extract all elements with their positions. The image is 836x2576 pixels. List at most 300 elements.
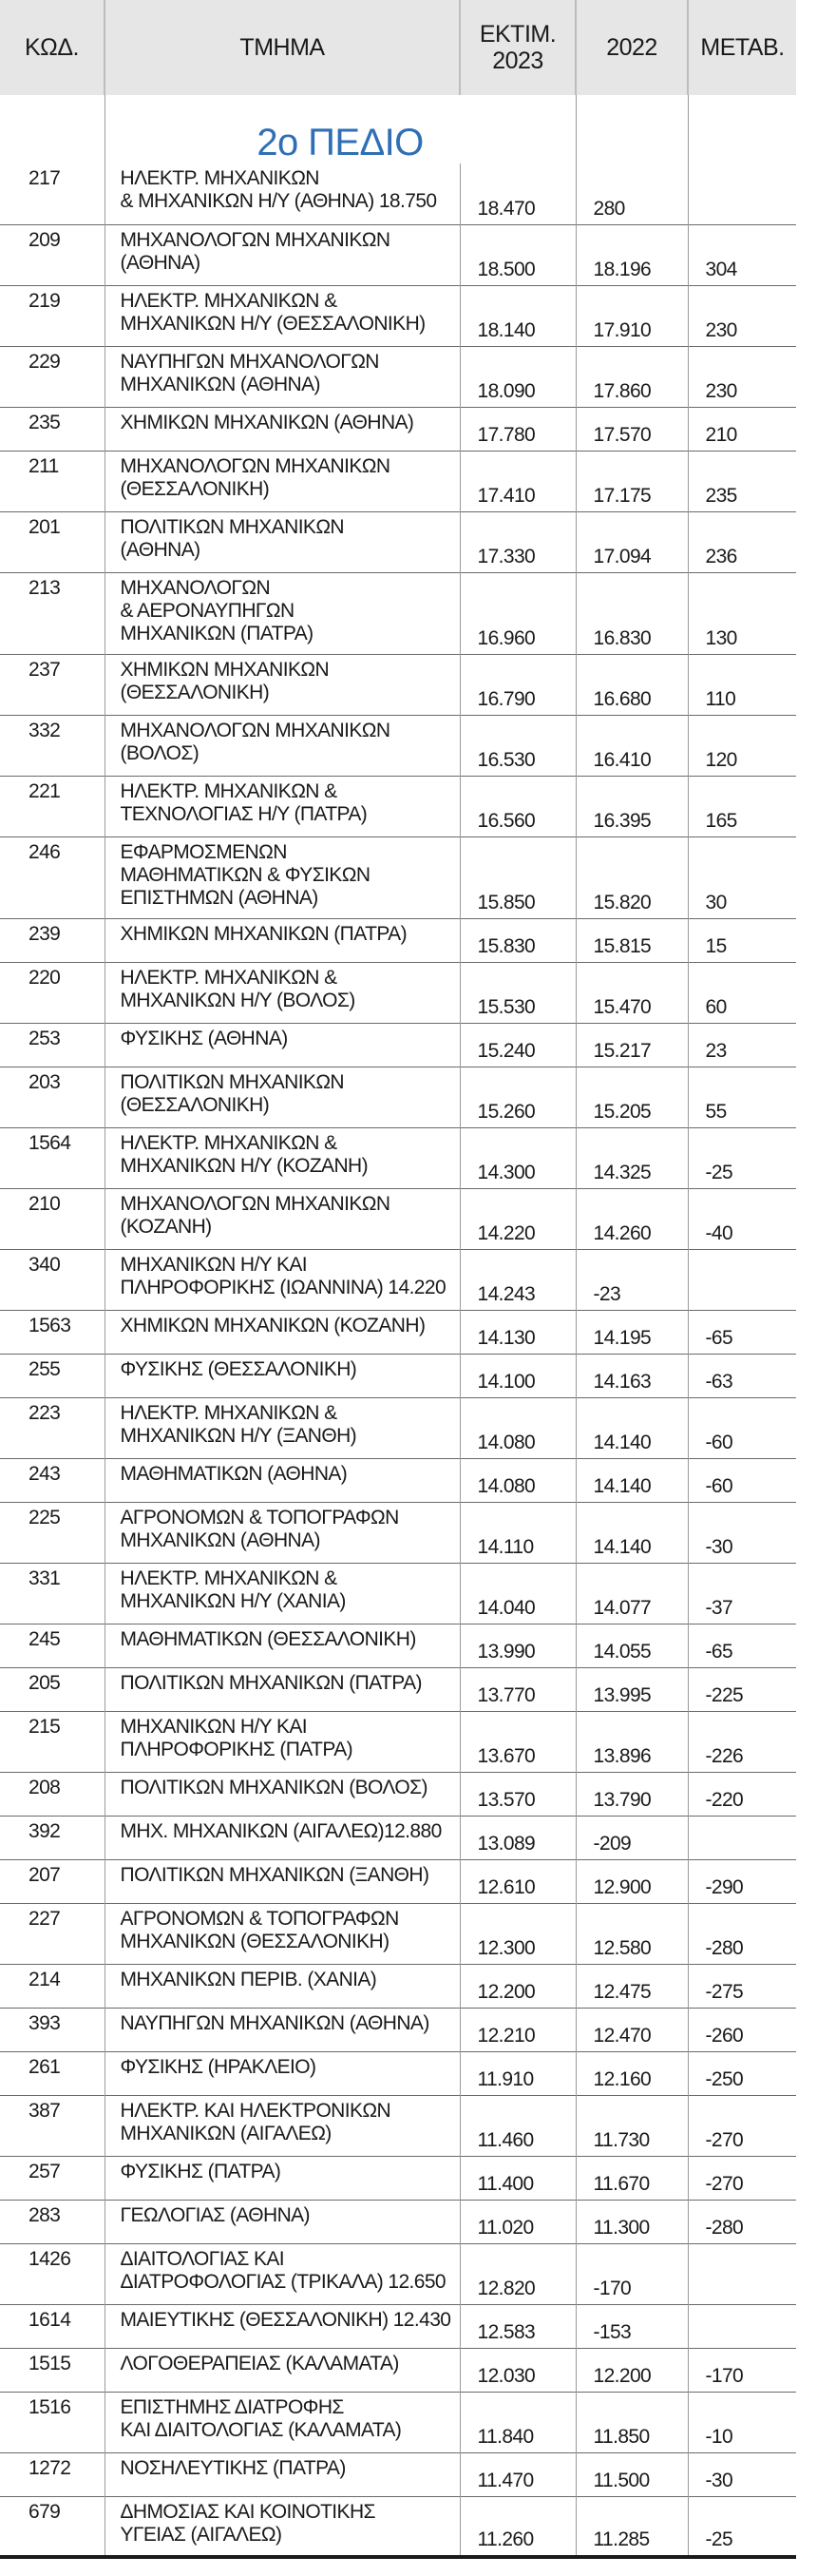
- row-change: -25: [705, 2528, 733, 2550]
- row-department: [104, 1859, 460, 1903]
- row-score-2022: -170: [576, 2243, 688, 2304]
- row-estimate-2023: 12.300: [460, 1903, 576, 1964]
- table-row: [0, 1458, 796, 1502]
- row-change: -60: [705, 1474, 733, 1497]
- row-code: 261: [0, 2051, 104, 2095]
- row-department: [104, 2095, 460, 2156]
- department-line: ΧΗΜΙΚΩΝ ΜΗΧΑΝΙΚΩΝ (ΚΟΖΑΝΗ): [120, 1314, 426, 1336]
- row-code: 215: [0, 1711, 104, 1772]
- row-code: 1272: [0, 2452, 104, 2496]
- row-department: [104, 1624, 460, 1667]
- table-row: [0, 2304, 796, 2348]
- department-line: ΓΕΩΛΟΓΙΑΣ (ΑΘΗΝΑ): [120, 2203, 310, 2226]
- row-code: 217: [0, 163, 104, 224]
- department-line: ΜΗΧΑΝΙΚΩΝ (ΑΘΗΝΑ): [120, 373, 320, 395]
- row-change: -275: [705, 1980, 744, 2003]
- table-row: [0, 1859, 796, 1903]
- row-score-2022: 17.570: [576, 407, 688, 451]
- row-code: 207: [0, 1859, 104, 1903]
- row-code: 243: [0, 1458, 104, 1502]
- row-estimate-2023: 17.780: [460, 407, 576, 451]
- department-line: ΜΗΧΑΝΙΚΩΝ Η/Υ (ΒΟΛΟΣ): [120, 989, 355, 1011]
- row-department: [104, 918, 460, 962]
- department-line: ΜΗΧΑΝΙΚΩΝ Η/Υ (ΚΟΖΑΝΗ): [120, 1154, 368, 1177]
- row-score-2022: 17.910: [576, 285, 688, 346]
- table-row: [0, 715, 796, 776]
- row-code: 220: [0, 962, 104, 1023]
- row-estimate-2023: 18.140: [460, 285, 576, 346]
- department-line: ΜΗΧΑΝΙΚΩΝ Η/Υ (ΧΑΝΙΑ): [120, 1589, 346, 1612]
- table-row: [0, 2156, 796, 2200]
- row-change: 23: [705, 1039, 727, 1062]
- department-line: ΜΗΧΑΝΙΚΩΝ (ΑΘΗΝΑ): [120, 1528, 320, 1551]
- department-line: ΝΟΣΗΛΕΥΤΙΚΗΣ (ΠΑΤΡΑ): [120, 2456, 346, 2479]
- department-line: & ΑΕΡΟΝΑΥΠΗΓΩΝ: [120, 599, 294, 622]
- row-code: 1564: [0, 1127, 104, 1188]
- table-row: [0, 1249, 796, 1310]
- row-code: 679: [0, 2496, 104, 2557]
- department-line: ΕΠΙΣΤΗΜΩΝ (ΑΘΗΝΑ): [120, 886, 318, 909]
- department-line: ΜΗΧ. ΜΗΧΑΝΙΚΩΝ (ΑΙΓΑΛΕΩ)12.880: [120, 1819, 442, 1842]
- row-estimate-2023: 14.100: [460, 1354, 576, 1397]
- row-change: -270: [705, 2172, 744, 2195]
- row-estimate-2023: 15.850: [460, 836, 576, 918]
- row-department: [104, 1667, 460, 1711]
- row-department: [104, 1067, 460, 1127]
- row-score-2022: 15.470: [576, 962, 688, 1023]
- row-score-2022: 14.055: [576, 1624, 688, 1667]
- row-estimate-2023: 11.840: [460, 2392, 576, 2452]
- department-line: ΠΟΛΙΤΙΚΩΝ ΜΗΧΑΝΙΚΩΝ: [120, 1070, 344, 1093]
- row-code: 203: [0, 1067, 104, 1127]
- row-code: 393: [0, 2008, 104, 2051]
- table-row: [0, 1772, 796, 1816]
- row-department: [104, 407, 460, 451]
- row-code: 237: [0, 654, 104, 715]
- table-row: [0, 1067, 796, 1127]
- row-score-2022: 14.325: [576, 1127, 688, 1188]
- row-change: -30: [705, 2469, 733, 2491]
- table-row: [0, 2392, 796, 2452]
- row-department: [104, 1188, 460, 1249]
- row-department: [104, 1711, 460, 1772]
- table-row: [0, 1624, 796, 1667]
- row-code: 1614: [0, 2304, 104, 2348]
- row-change: -25: [705, 1161, 733, 1183]
- row-change: 165: [705, 809, 737, 832]
- row-change: -220: [705, 1788, 744, 1811]
- row-change: -37: [705, 1596, 733, 1619]
- table-row: [0, 224, 796, 285]
- row-estimate-2023: 13.570: [460, 1772, 576, 1816]
- row-change: -225: [705, 1683, 744, 1706]
- department-line: ΗΛΕΚΤΡ. ΚΑΙ ΗΛΕΚΤΡΟΝΙΚΩΝ: [120, 2099, 391, 2122]
- department-line: (ΑΘΗΝΑ): [120, 538, 200, 561]
- row-estimate-2023: 13.770: [460, 1667, 576, 1711]
- row-code: 219: [0, 285, 104, 346]
- row-department: [104, 1354, 460, 1397]
- department-line: ΗΛΕΚΤΡ. ΜΗΧΑΝΙΚΩΝ &: [120, 289, 337, 312]
- row-score-2022: 13.790: [576, 1772, 688, 1816]
- row-department: [104, 2392, 460, 2452]
- row-change: -60: [705, 1431, 733, 1453]
- row-change: 15: [705, 934, 727, 957]
- row-change: -290: [705, 1875, 744, 1898]
- row-department: [104, 1502, 460, 1563]
- row-department: [104, 1023, 460, 1067]
- department-line: (ΒΟΛΟΣ): [120, 741, 200, 764]
- table-bottom-rule: [0, 2557, 796, 2566]
- department-line: (ΘΕΣΣΑΛΟΝΙΚΗ): [120, 477, 270, 500]
- department-line: ΦΥΣΙΚΗΣ (ΠΑΤΡΑ): [120, 2160, 281, 2182]
- department-line: ΗΛΕΚΤΡ. ΜΗΧΑΝΙΚΩΝ &: [120, 1567, 337, 1589]
- department-line: ΦΥΣΙΚΗΣ (ΗΡΑΚΛΕΙΟ): [120, 2055, 316, 2078]
- department-line: ΤΕΧΝΟΛΟΓΙΑΣ Η/Υ (ΠΑΤΡΑ): [120, 802, 368, 825]
- header-dept: ΤΜΗΜΑ: [104, 0, 460, 95]
- department-line: ΗΛΕΚΤΡ. ΜΗΧΑΝΙΚΩΝ &: [120, 779, 337, 802]
- department-line: ΝΑΥΠΗΓΩΝ ΜΗΧΑΝΙΚΩΝ (ΑΘΗΝΑ): [120, 2011, 429, 2034]
- row-score-2022: 14.260: [576, 1188, 688, 1249]
- row-score-2022: 16.680: [576, 654, 688, 715]
- department-line: ΜΑΘΗΜΑΤΙΚΩΝ (ΑΘΗΝΑ): [120, 1462, 348, 1485]
- row-code: 245: [0, 1624, 104, 1667]
- row-estimate-2023: 14.130: [460, 1310, 576, 1354]
- row-code: 227: [0, 1903, 104, 1964]
- department-line: ΔΗΜΟΣΙΑΣ ΚΑΙ ΚΟΙΝΟΤΙΚΗΣ: [120, 2500, 375, 2523]
- department-line: ΜΗΧΑΝΟΛΟΓΩΝ ΜΗΧΑΝΙΚΩΝ: [120, 1192, 390, 1215]
- table-row: [0, 1127, 796, 1188]
- row-estimate-2023: 11.910: [460, 2051, 576, 2095]
- row-change: 230: [705, 379, 737, 402]
- row-department: [104, 654, 460, 715]
- header-est: ΕΚΤΙΜ. 2023: [460, 0, 576, 95]
- department-line: & ΜΗΧΑΝΙΚΩΝ Η/Υ (ΑΘΗΝΑ) 18.750: [120, 190, 437, 212]
- row-department: [104, 2200, 460, 2243]
- table-row: [0, 346, 796, 407]
- table-row: [0, 2095, 796, 2156]
- row-estimate-2023: 11.460: [460, 2095, 576, 2156]
- table-row: [0, 1711, 796, 1772]
- row-department: [104, 1772, 460, 1816]
- row-change: -226: [705, 1744, 744, 1767]
- department-line: ΜΑΙΕΥΤΙΚΗΣ (ΘΕΣΣΑΛΟΝΙΚΗ) 12.430: [120, 2308, 451, 2331]
- row-estimate-2023: 16.560: [460, 776, 576, 836]
- department-line: ΗΛΕΚΤΡ. ΜΗΧΑΝΙΚΩΝ &: [120, 1401, 337, 1424]
- table-row: [0, 407, 796, 451]
- department-line: (ΑΘΗΝΑ): [120, 251, 200, 274]
- row-department: [104, 163, 460, 224]
- row-department: [104, 1964, 460, 2008]
- department-line: ΑΓΡΟΝΟΜΩΝ & ΤΟΠΟΓΡΑΦΩΝ: [120, 1907, 399, 1930]
- table-row: [0, 1310, 796, 1354]
- row-estimate-2023: 16.530: [460, 715, 576, 776]
- department-line: ΛΟΓΟΘΕΡΑΠΕΙΑΣ (ΚΑΛΑΜΑΤΑ): [120, 2352, 399, 2374]
- row-score-2022: -23: [576, 1249, 688, 1310]
- row-change: -250: [705, 2067, 744, 2090]
- table-row: [0, 1397, 796, 1458]
- table-row: [0, 2200, 796, 2243]
- row-change: [688, 2243, 796, 2304]
- table-row: [0, 918, 796, 962]
- department-line: ΠΛΗΡΟΦΟΡΙΚΗΣ (ΙΩΑΝΝΙΝΑ) 14.220: [120, 1276, 446, 1298]
- row-score-2022: 11.850: [576, 2392, 688, 2452]
- table-row: [0, 163, 796, 224]
- table-row: [0, 451, 796, 511]
- row-score-2022: 12.160: [576, 2051, 688, 2095]
- row-department: [104, 2348, 460, 2392]
- row-estimate-2023: 18.090: [460, 346, 576, 407]
- row-estimate-2023: 14.300: [460, 1127, 576, 1188]
- row-department: [104, 2452, 460, 2496]
- table-row: [0, 1023, 796, 1067]
- row-department: [104, 285, 460, 346]
- row-department: [104, 1563, 460, 1624]
- table-row: [0, 2452, 796, 2496]
- table-row: [0, 1667, 796, 1711]
- row-score-2022: 14.163: [576, 1354, 688, 1397]
- row-change: 120: [705, 748, 737, 771]
- table-row: [0, 776, 796, 836]
- row-score-2022: -209: [576, 1816, 688, 1859]
- row-estimate-2023: 15.260: [460, 1067, 576, 1127]
- row-estimate-2023: 14.040: [460, 1563, 576, 1624]
- table-row: [0, 654, 796, 715]
- department-line: ΜΗΧΑΝΟΛΟΓΩΝ ΜΗΧΑΝΙΚΩΝ: [120, 719, 390, 741]
- table-row: [0, 1964, 796, 2008]
- row-estimate-2023: 12.200: [460, 1964, 576, 2008]
- row-estimate-2023: 15.530: [460, 962, 576, 1023]
- row-change: -270: [705, 2128, 744, 2151]
- row-score-2022: -153: [576, 2304, 688, 2348]
- table-row: [0, 962, 796, 1023]
- row-department: [104, 2051, 460, 2095]
- row-code: 235: [0, 407, 104, 451]
- row-score-2022: 12.200: [576, 2348, 688, 2392]
- row-department: [104, 962, 460, 1023]
- department-line: ΗΛΕΚΤΡ. ΜΗΧΑΝΙΚΩΝ &: [120, 1131, 337, 1154]
- row-department: [104, 451, 460, 511]
- row-estimate-2023: 12.030: [460, 2348, 576, 2392]
- department-line: ΔΙΑΙΤΟΛΟΓΙΑΣ ΚΑΙ: [120, 2247, 284, 2270]
- row-department: [104, 776, 460, 836]
- row-department: [104, 1816, 460, 1859]
- department-line: ΜΗΧΑΝΙΚΩΝ Η/Υ ΚΑΙ: [120, 1253, 307, 1276]
- row-estimate-2023: 11.260: [460, 2496, 576, 2557]
- row-change: -40: [705, 1221, 733, 1244]
- row-code: 201: [0, 511, 104, 572]
- row-code: 1426: [0, 2243, 104, 2304]
- row-change: -10: [705, 2425, 733, 2448]
- row-estimate-2023: 16.790: [460, 654, 576, 715]
- row-score-2022: 15.205: [576, 1067, 688, 1127]
- table-row: [0, 2348, 796, 2392]
- row-change: -280: [705, 1936, 744, 1959]
- row-score-2022: 16.830: [576, 572, 688, 654]
- department-line: ΜΑΘΗΜΑΤΙΚΩΝ (ΘΕΣΣΑΛΟΝΙΚΗ): [120, 1627, 416, 1650]
- row-score-2022: 11.730: [576, 2095, 688, 2156]
- row-score-2022: 17.860: [576, 346, 688, 407]
- table-row: [0, 1903, 796, 1964]
- department-line: ΕΦΑΡΜΟΣΜΕΝΩΝ: [120, 840, 287, 863]
- row-score-2022: 12.470: [576, 2008, 688, 2051]
- row-score-2022: 13.896: [576, 1711, 688, 1772]
- row-department: [104, 1127, 460, 1188]
- row-code: 213: [0, 572, 104, 654]
- table-row: [0, 511, 796, 572]
- row-code: 253: [0, 1023, 104, 1067]
- row-score-2022: 11.500: [576, 2452, 688, 2496]
- row-score-2022: 11.300: [576, 2200, 688, 2243]
- row-score-2022: 14.140: [576, 1458, 688, 1502]
- department-line: ΧΗΜΙΚΩΝ ΜΗΧΑΝΙΚΩΝ (ΠΑΤΡΑ): [120, 922, 407, 945]
- row-estimate-2023: 15.830: [460, 918, 576, 962]
- row-estimate-2023: 13.089: [460, 1816, 576, 1859]
- department-line: (ΚΟΖΑΝΗ): [120, 1215, 212, 1238]
- row-score-2022: 14.195: [576, 1310, 688, 1354]
- row-code: 221: [0, 776, 104, 836]
- row-code: 208: [0, 1772, 104, 1816]
- row-department: [104, 1310, 460, 1354]
- row-department: [104, 836, 460, 918]
- row-code: 211: [0, 451, 104, 511]
- row-change: 230: [705, 318, 737, 341]
- row-score-2022: 12.580: [576, 1903, 688, 1964]
- department-line: ΦΥΣΙΚΗΣ (ΑΘΗΝΑ): [120, 1027, 288, 1049]
- department-line: ΧΗΜΙΚΩΝ ΜΗΧΑΝΙΚΩΝ: [120, 658, 330, 681]
- row-estimate-2023: 14.243: [460, 1249, 576, 1310]
- row-score-2022: 11.285: [576, 2496, 688, 2557]
- row-score-2022: 280: [576, 163, 688, 224]
- table-row: [0, 572, 796, 654]
- row-score-2022: 18.196: [576, 224, 688, 285]
- department-line: ΦΥΣΙΚΗΣ (ΘΕΣΣΑΛΟΝΙΚΗ): [120, 1357, 357, 1380]
- table-row: [0, 1502, 796, 1563]
- row-change: -65: [705, 1640, 733, 1663]
- row-score-2022: 15.820: [576, 836, 688, 918]
- row-score-2022: 12.475: [576, 1964, 688, 2008]
- row-score-2022: 11.670: [576, 2156, 688, 2200]
- row-score-2022: 15.217: [576, 1023, 688, 1067]
- header-code: ΚΩΔ.: [0, 0, 104, 95]
- row-code: 1515: [0, 2348, 104, 2392]
- row-department: [104, 2156, 460, 2200]
- row-change: -65: [705, 1326, 733, 1349]
- row-estimate-2023: 12.583: [460, 2304, 576, 2348]
- row-change: -30: [705, 1535, 733, 1558]
- department-line: ΜΗΧΑΝΙΚΩΝ (ΑΙΓΑΛΕΩ): [120, 2122, 332, 2144]
- row-score-2022: 17.175: [576, 451, 688, 511]
- department-line: ΕΠΙΣΤΗΜΗΣ ΔΙΑΤΡΟΦΗΣ: [120, 2395, 344, 2418]
- department-line: ΑΓΡΟΝΟΜΩΝ & ΤΟΠΟΓΡΑΦΩΝ: [120, 1506, 399, 1528]
- row-code: 1563: [0, 1310, 104, 1354]
- row-score-2022: 14.140: [576, 1502, 688, 1563]
- row-estimate-2023: 13.990: [460, 1624, 576, 1667]
- row-code: 225: [0, 1502, 104, 1563]
- row-score-2022: 16.410: [576, 715, 688, 776]
- row-code: 246: [0, 836, 104, 918]
- row-department: [104, 715, 460, 776]
- row-change: 304: [705, 258, 737, 280]
- row-estimate-2023: 18.500: [460, 224, 576, 285]
- row-code: 229: [0, 346, 104, 407]
- row-change: 60: [705, 995, 727, 1018]
- row-change: -170: [705, 2364, 744, 2387]
- row-code: 239: [0, 918, 104, 962]
- row-change: 130: [705, 626, 737, 649]
- row-department: [104, 1249, 460, 1310]
- row-code: 223: [0, 1397, 104, 1458]
- row-code: 331: [0, 1563, 104, 1624]
- row-code: 209: [0, 224, 104, 285]
- row-score-2022: 14.140: [576, 1397, 688, 1458]
- row-department: [104, 2243, 460, 2304]
- department-line: ΜΗΧΑΝΟΛΟΓΩΝ ΜΗΧΑΝΙΚΩΝ: [120, 228, 390, 251]
- row-change: 110: [705, 687, 736, 710]
- row-estimate-2023: 14.080: [460, 1397, 576, 1458]
- row-score-2022: 14.077: [576, 1563, 688, 1624]
- row-estimate-2023: 14.080: [460, 1458, 576, 1502]
- department-line: ΥΓΕΙΑΣ (ΑΙΓΑΛΕΩ): [120, 2523, 282, 2546]
- department-line: ΜΗΧΑΝΙΚΩΝ Η/Υ ΚΑΙ: [120, 1715, 307, 1738]
- row-score-2022: 13.995: [576, 1667, 688, 1711]
- row-estimate-2023: 11.470: [460, 2452, 576, 2496]
- row-department: [104, 2304, 460, 2348]
- department-line: ΜΗΧΑΝΙΚΩΝ (ΘΕΣΣΑΛΟΝΙΚΗ): [120, 1930, 390, 1952]
- row-department: [104, 572, 460, 654]
- field-title: 2ο ΠΕΔΙΟ: [104, 95, 576, 163]
- table-row: [0, 836, 796, 918]
- header-chg: ΜΕΤΑΒ.: [688, 0, 796, 95]
- row-change: [688, 1816, 796, 1859]
- department-line: ΔΙΑΤΡΟΦΟΛΟΓΙΑΣ (ΤΡΙΚΑΛΑ) 12.650: [120, 2270, 446, 2293]
- department-line: ΜΗΧΑΝΙΚΩΝ (ΠΑΤΡΑ): [120, 622, 314, 644]
- row-estimate-2023: 13.670: [460, 1711, 576, 1772]
- row-estimate-2023: 18.470: [460, 163, 576, 224]
- row-department: [104, 2008, 460, 2051]
- row-department: [104, 1397, 460, 1458]
- row-estimate-2023: 15.240: [460, 1023, 576, 1067]
- row-estimate-2023: 14.220: [460, 1188, 576, 1249]
- row-department: [104, 1903, 460, 1964]
- table-row: [0, 2008, 796, 2051]
- row-change: 55: [705, 1100, 727, 1123]
- table-row: [0, 1354, 796, 1397]
- row-estimate-2023: 17.330: [460, 511, 576, 572]
- row-estimate-2023: 17.410: [460, 451, 576, 511]
- row-change: 210: [705, 423, 737, 446]
- table-row: [0, 285, 796, 346]
- department-line: ΗΛΕΚΤΡ. ΜΗΧΑΝΙΚΩΝ &: [120, 966, 337, 989]
- row-change: -260: [705, 2024, 744, 2047]
- department-line: ΜΗΧΑΝΙΚΩΝ Η/Υ (ΞΑΝΘΗ): [120, 1424, 357, 1447]
- row-code: 392: [0, 1816, 104, 1859]
- row-estimate-2023: 12.820: [460, 2243, 576, 2304]
- department-line: ΠΟΛΙΤΙΚΩΝ ΜΗΧΑΝΙΚΩΝ (ΒΟΛΟΣ): [120, 1776, 428, 1798]
- row-department: [104, 2496, 460, 2557]
- row-change: [688, 163, 796, 224]
- row-estimate-2023: 16.960: [460, 572, 576, 654]
- department-line: ΜΗΧΑΝΙΚΩΝ ΠΕΡΙΒ. (ΧΑΝΙΑ): [120, 1968, 377, 1990]
- row-score-2022: 12.900: [576, 1859, 688, 1903]
- department-line: ΧΗΜΙΚΩΝ ΜΗΧΑΝΙΚΩΝ (ΑΘΗΝΑ): [120, 411, 414, 433]
- table-row: [0, 2243, 796, 2304]
- row-code: 332: [0, 715, 104, 776]
- row-change: 235: [705, 484, 737, 507]
- row-change: [688, 1249, 796, 1310]
- row-estimate-2023: 11.400: [460, 2156, 576, 2200]
- row-code: 214: [0, 1964, 104, 2008]
- row-code: 257: [0, 2156, 104, 2200]
